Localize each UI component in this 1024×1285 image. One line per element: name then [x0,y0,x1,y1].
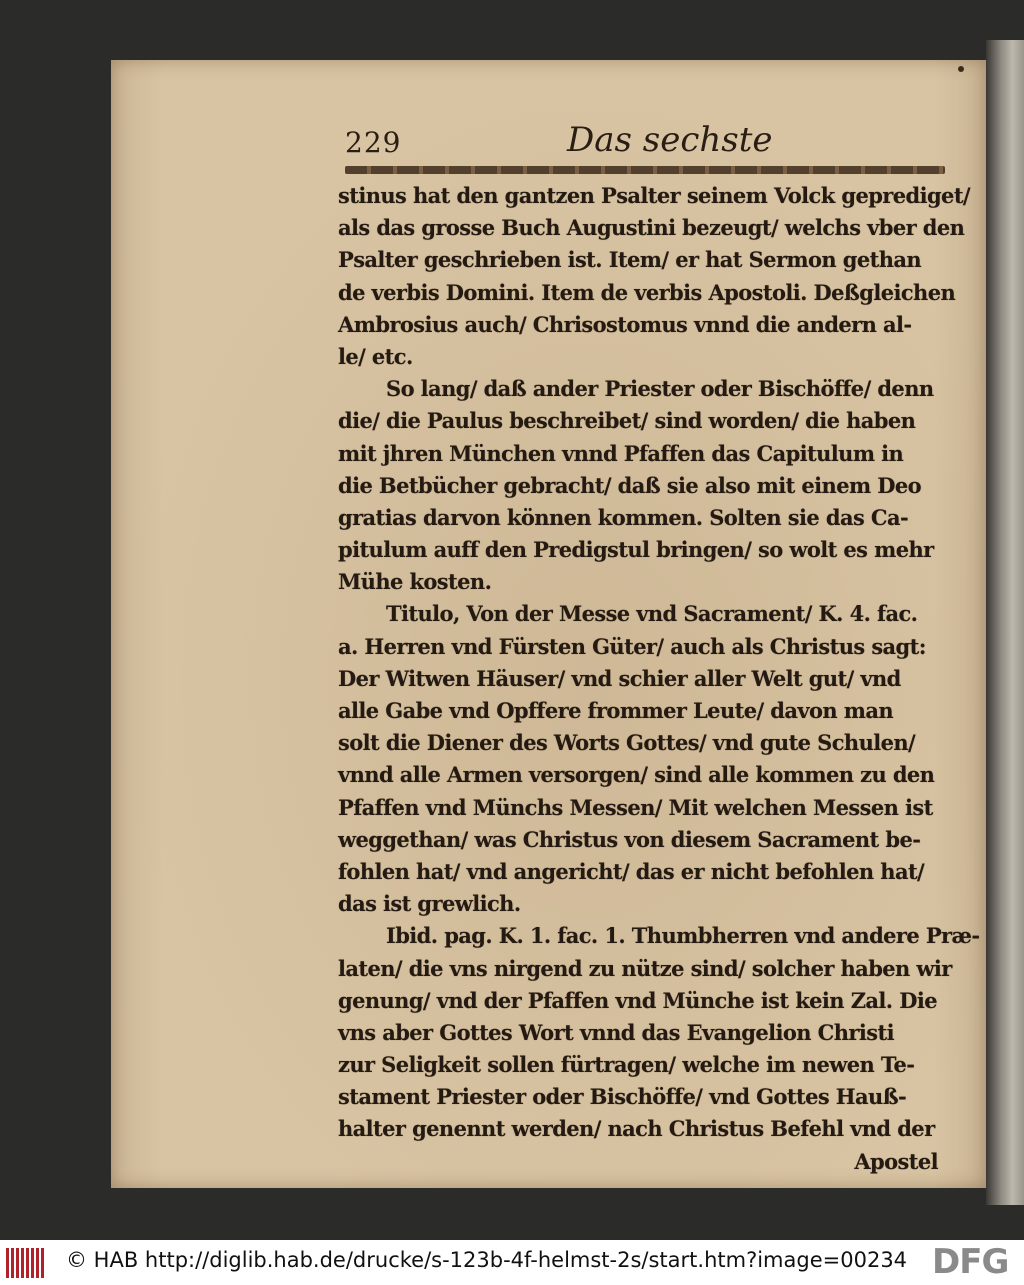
text-line: So lang/ daß ander Priester oder Bischöffe/ denn [386,376,934,402]
catchword: Apostel [854,1148,938,1174]
running-head: Das sechste [567,120,773,160]
header-rule [345,166,945,174]
text-line: a. Herren vnd Fürsten Güter/ auch als Christus sagt: [338,633,926,659]
text-line: Ibid. pag. K. 1. fac. 1. Thumbherren vnd andere Præ- [386,923,980,949]
body-text [338,180,980,1178]
text-line: das ist grewlich. [338,891,521,917]
text-line: stament Priester oder Bischöffe/ vnd Gottes Hauß- [338,1084,907,1110]
text-line: Pfaffen vnd Münchs Messen/ Mit welchen Messen ist [338,794,933,820]
text-line: genung/ vnd der Pfaffen vnd Münche ist kein Zal. Die [338,987,937,1013]
text-line: pitulum auff den Predigstul bringen/ so wolt es mehr [338,537,934,563]
page-header [345,120,945,164]
text-line: Der Witwen Häuser/ vnd schier aller Welt gut/ vnd [338,665,901,691]
text-line: Psalter geschrieben ist. Item/ er hat Sermon gethan [338,247,922,273]
text-line: die/ die Paulus beschreibet/ sind worden/ die haben [338,408,916,434]
text-line: als das grosse Buch Augustini bezeugt/ welchs vber den [338,215,965,241]
text-line: laten/ die vns nirgend zu nütze sind/ solcher haben wir [338,955,952,981]
text-line: fohlen hat/ vnd angericht/ das er nicht befohlen hat/ [338,858,925,884]
text-line: Mühe kosten. [338,569,492,595]
text-line: Titulo, Von der Messe vnd Sacrament/ K. 4. fac. [386,601,918,627]
text-line: stinus hat den gantzen Psalter seinem Volck geprediget/ [338,183,970,208]
text-line: vns aber Gottes Wort vnnd das Evangelion Christi [338,1019,894,1045]
text-line: alle Gabe vnd Opffere frommer Leute/ davon man [338,698,894,723]
text-line: halter genennt werden/ nach Christus Befehl vnd der [338,1116,935,1142]
next-page-edge [986,40,1024,1205]
text-line: mit jhren München vnnd Pfaffen das Capitulum in [338,440,904,466]
text-line: zur Seligkeit sollen fürtragen/ welche im newen Te- [338,1052,915,1078]
page-mark [958,66,964,72]
source-url-link[interactable]: © HAB http://diglib.hab.de/drucke/s-123b-4f-helmst-2s/start.htm?image=00234 [66,1248,908,1272]
text-line: weggethan/ was Christus von diesem Sacrament be- [338,826,921,852]
text-line: le/ etc. [338,343,413,369]
text-line: de verbis Domini. Item de verbis Apostoli. Deßgleichen [338,279,956,305]
dfg-logo: DFG [932,1242,1009,1282]
barcode-icon [6,1248,46,1278]
text-line: Ambrosius auch/ Chrisostomus vnnd die andern al- [338,311,912,337]
text-line: die Betbücher gebracht/ daß sie also mit einem Deo [338,472,922,498]
text-line: vnnd alle Armen versorgen/ sind alle kommen zu den [338,762,935,788]
text-line: solt die Diener des Worts Gottes/ vnd gute Schulen/ [338,730,916,756]
page-number: 229 [345,126,402,159]
text-line: gratias darvon können kommen. Solten sie das Ca- [338,504,909,530]
footer-bar [0,1240,1024,1285]
